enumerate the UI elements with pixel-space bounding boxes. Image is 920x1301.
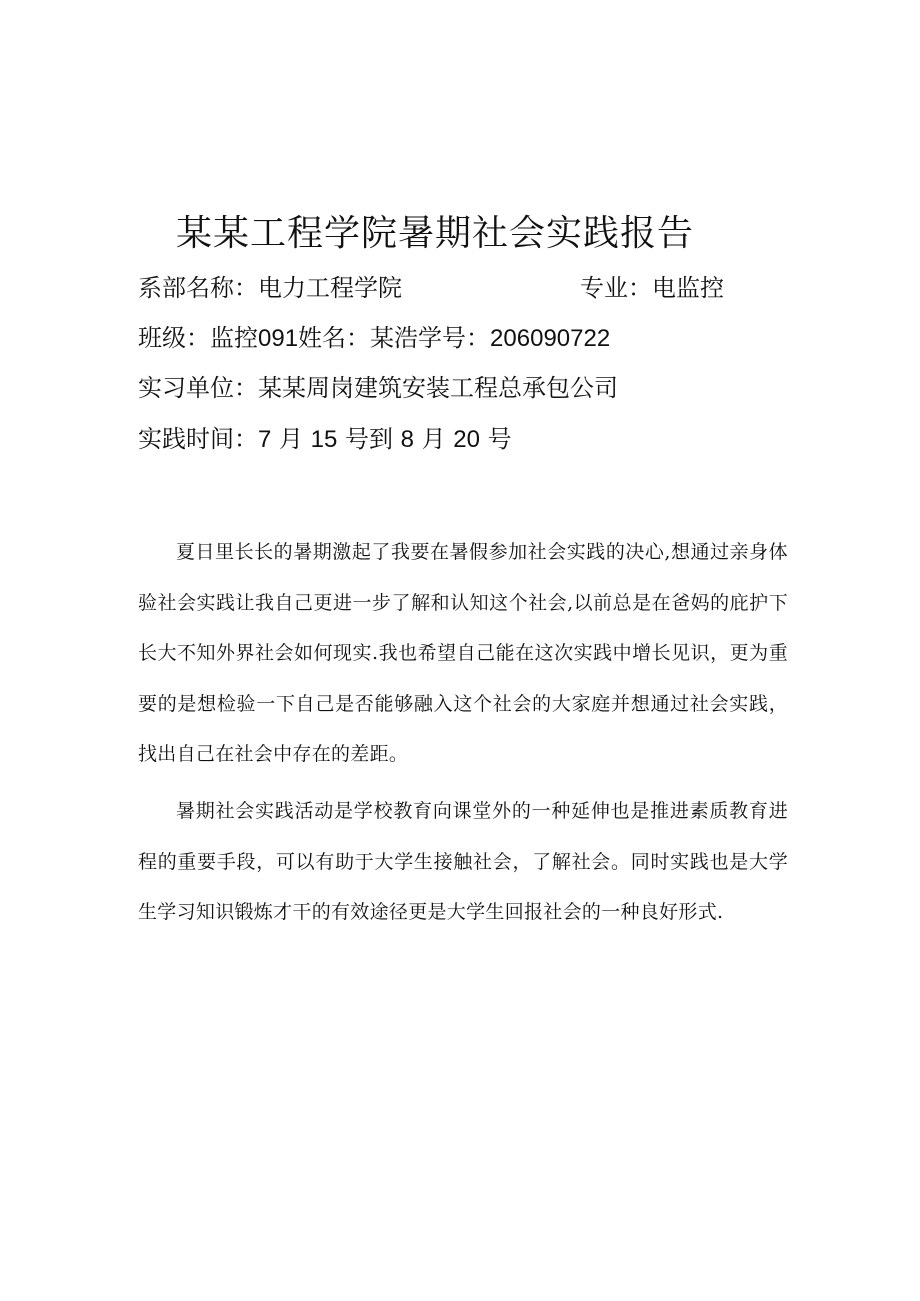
time-day-word-2: 号 [487, 425, 512, 453]
student-id-value: 206090722 [490, 325, 611, 352]
unit-value: 某某周岗建筑安装工程总承包公司 [258, 374, 618, 402]
time-day-2: 20 [453, 426, 480, 453]
time-month-1: 7 [258, 426, 272, 453]
document-title: 某某工程学院暑期社会实践报告 [176, 213, 695, 254]
class-value: 监控 [210, 324, 258, 352]
class-label: 班级： [138, 324, 210, 352]
time-line [138, 421, 512, 458]
time-month-word-2: 月 [421, 425, 446, 453]
major-value: 电监控 [652, 274, 724, 302]
time-label: 实践时间： [138, 425, 258, 453]
unit-line [138, 370, 618, 406]
name-value: 某浩 [370, 324, 419, 352]
time-day-word-1: 号到 [344, 425, 393, 453]
time-day-1: 15 [310, 426, 338, 453]
time-month-2: 8 [400, 426, 414, 453]
class-number: 091 [258, 325, 299, 352]
name-label: 姓名： [298, 324, 371, 352]
time-month-word-1: 月 [279, 425, 303, 453]
paragraph-2: 暑期社会实践活动是学校教育向课堂外的一种延伸也是推进素质教育进程的重要手段，可以有助于大学生接触社会，了解社会。同时实践也是大学生学习知识锻炼才干的有效途径更是大学生回报社会的一种良好形式. [138, 800, 788, 923]
major-line [580, 270, 724, 306]
department-label: 系部名称： [138, 274, 258, 302]
major-label: 专业： [580, 274, 652, 302]
student-id-label: 学号： [418, 324, 491, 352]
department-line [138, 270, 402, 306]
class-line [138, 320, 610, 357]
paragraph-1: 夏日里长长的暑期激起了我要在暑假参加社会实践的决心,想通过亲身体验社会实践让我自己更进一步了解和认知这个社会,以前总是在爸妈的庇护下长大不知外界社会如何现实.我也希望自己能在这次实践中增长见识，更为重要的是想检验一下自己是否能够融入这个社会的大家庭并想通过社会实践，找出自己在社会中存在的差距。 [138, 541, 788, 765]
unit-label: 实习单位： [138, 374, 258, 402]
department-value: 电力工程学院 [258, 274, 402, 302]
